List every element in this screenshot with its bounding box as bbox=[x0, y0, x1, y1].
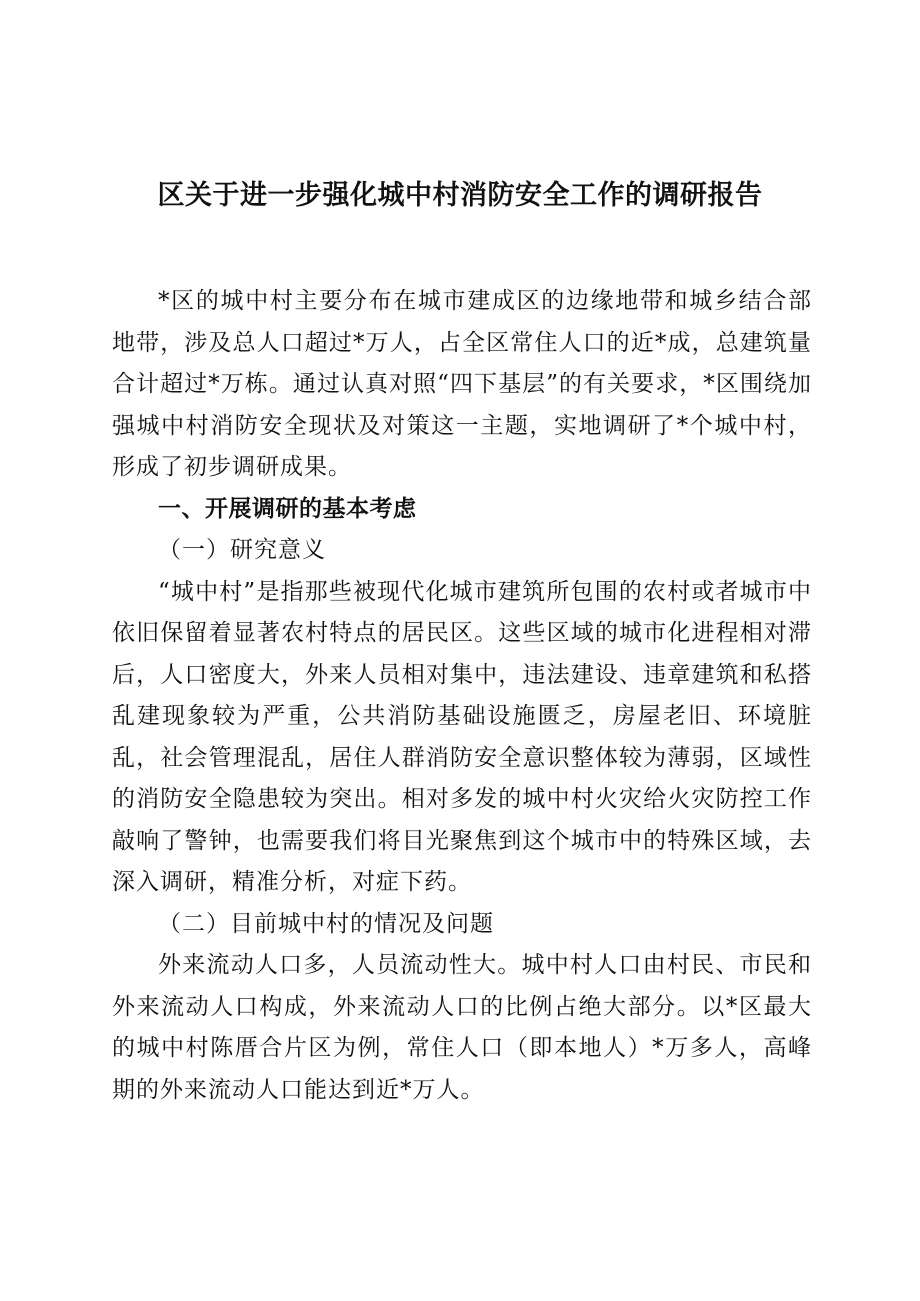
document-title: 区关于进一步强化城中村消防安全工作的调研报告 bbox=[157, 180, 763, 211]
intro-paragraph: *区的城中村主要分布在城市建成区的边缘地带和城乡结合部地带，涉及总人口超过*万人，占全区常住人口的近*成，总建筑量合计超过*万栋。通过认真对照“四下基层”的有关要求，*区围绕加强城中村消防安全现状及对策这一主题，实地调研了*个城中村，形成了初步调研成果。 bbox=[112, 288, 813, 480]
significance-paragraph: “城中村”是指那些被现代化城市建筑所包围的农村或者城市中依旧保留着显著农村特点的居民区。这些区域的城市化进程相对滞后，人口密度大，外来人员相对集中，违法建设、违章建筑和私搭乱建现象较为严重，公共消防基础设施匮乏，房屋老旧、环境脏乱，社会管理混乱，居住人群消防安全意识整体较为薄弱，区域性的消防安全隐患较为突出。相对多发的城中村火灾给火灾防控工作敲响了警钟，也需要我们将目光聚焦到这个城市中的特殊区域，去深入调研，精准分析，对症下药。 bbox=[112, 578, 812, 895]
situation-paragraph: 外来流动人口多，人员流动性大。城中村人口由村民、市民和外来流动人口构成，外来流动人口的比例占绝大部分。以*区最大的城中村陈厝合片区为例，常住人口（即本地人）*万多人，高峰期的外来流动人口能达到近*万人。 bbox=[112, 952, 812, 1103]
document-body bbox=[112, 281, 812, 1111]
subsection-heading-significance: （一）研究意义 bbox=[158, 537, 326, 563]
subsection-heading-situation: （二）目前城中村的情况及问题 bbox=[158, 910, 494, 937]
section-heading: 一、开展调研的基本考虑 bbox=[158, 495, 417, 522]
